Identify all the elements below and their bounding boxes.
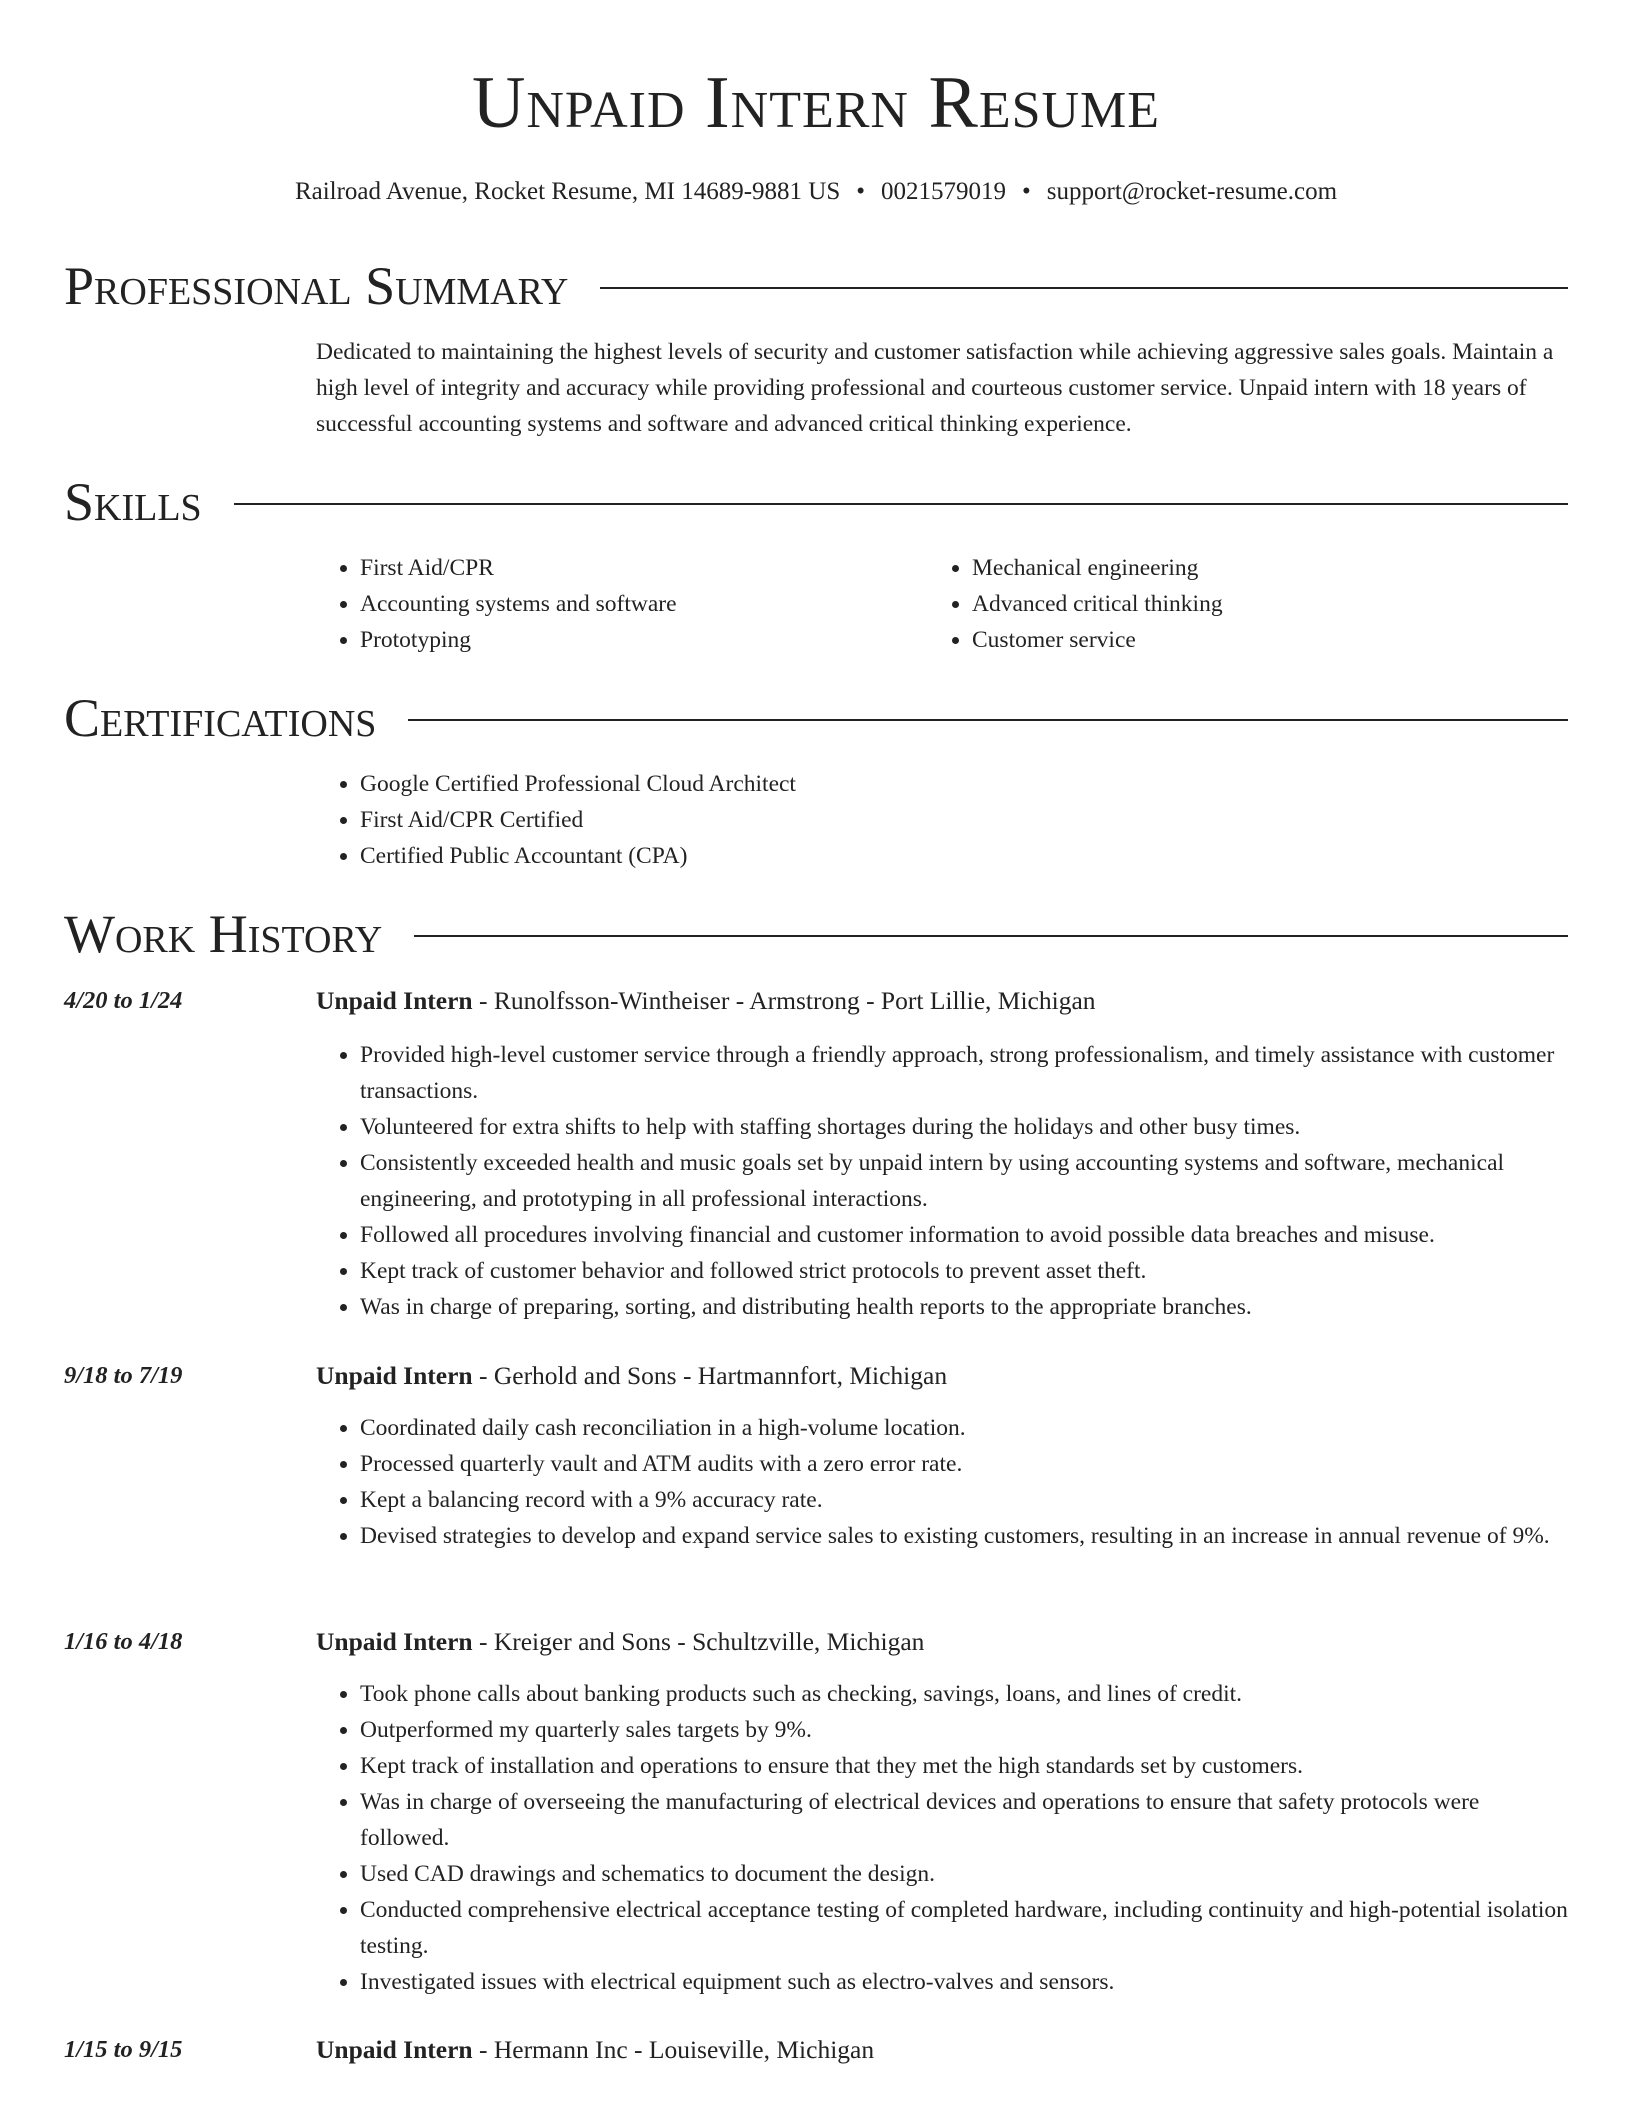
contact-line bbox=[0, 174, 1632, 210]
job-employer: - Runolfsson-Wintheiser - Armstrong - Port Lillie, Michigan bbox=[472, 986, 1096, 1015]
section-title-work-history: Work History bbox=[64, 904, 414, 964]
job-bullet: • Followed all procedures involving financial and customer information to avoid possible data breaches and misuse. bbox=[360, 1217, 1572, 1253]
skill-item: • Prototyping bbox=[360, 622, 876, 658]
skill-item: • First Aid/CPR bbox=[360, 550, 876, 586]
job-title: Unpaid Intern bbox=[316, 1627, 473, 1656]
section-title-certifications: Certifications bbox=[64, 688, 408, 748]
job-bullets bbox=[316, 1410, 1572, 1554]
job-bullet: • Kept track of installation and operations to ensure that they met the high standards set by customers. bbox=[360, 1748, 1572, 1784]
section-header-certifications bbox=[64, 688, 1568, 748]
job-bullet: • Volunteered for extra shifts to help with staffing shortages during the holidays and other busy times. bbox=[360, 1109, 1572, 1145]
job-dates: 9/18 to 7/19 bbox=[64, 1362, 183, 1389]
skill-item: • Advanced critical thinking bbox=[972, 586, 1488, 622]
job-employer: - Hermann Inc - Louiseville, Michigan bbox=[472, 2035, 875, 2064]
contact-separator: • bbox=[1022, 178, 1031, 205]
job-title: Unpaid Intern bbox=[316, 2035, 473, 2064]
contact-email: support@rocket-resume.com bbox=[1046, 178, 1338, 205]
job-bullet: • Provided high-level customer service through a friendly approach, strong professionalism, and timely assistance with customer transactions. bbox=[360, 1037, 1572, 1109]
job-bullet: • Used CAD drawings and schematics to document the design. bbox=[360, 1856, 1572, 1892]
job-bullet: • Coordinated daily cash reconciliation in a high-volume location. bbox=[360, 1410, 1572, 1446]
job-bullet: • Kept track of customer behavior and followed strict protocols to prevent asset theft. bbox=[360, 1253, 1572, 1289]
skill-item: • Mechanical engineering bbox=[972, 550, 1488, 586]
job-bullet: • Was in charge of preparing, sorting, and distributing health reports to the appropriate branches. bbox=[360, 1289, 1572, 1325]
job-dates: 1/16 to 4/18 bbox=[64, 1628, 183, 1655]
contact-phone: 0021579019 bbox=[881, 178, 1006, 205]
job-bullet: • Outperformed my quarterly sales targets by 9%. bbox=[360, 1712, 1572, 1748]
job-employer: - Kreiger and Sons - Schultzville, Michigan bbox=[472, 1627, 925, 1656]
resume-title: Unpaid Intern Resume bbox=[471, 62, 1161, 144]
section-title-summary: Professional Summary bbox=[64, 256, 600, 316]
job-title-line bbox=[316, 1624, 1572, 1660]
skill-item: • Accounting systems and software bbox=[360, 586, 876, 622]
job-employer: - Gerhold and Sons - Hartmannfort, Michigan bbox=[472, 1361, 948, 1390]
certification-item: • Google Certified Professional Cloud Architect bbox=[360, 766, 1572, 802]
section-rule bbox=[64, 503, 1568, 505]
contact-separator: • bbox=[856, 178, 865, 205]
job-bullet: • Was in charge of overseeing the manufacturing of electrical devices and operations to ensure that safety protocols were followed. bbox=[360, 1784, 1572, 1856]
section-header-summary bbox=[64, 256, 1568, 316]
job-title: Unpaid Intern bbox=[316, 986, 473, 1015]
job-bullets bbox=[316, 1037, 1572, 1325]
job-bullet: • Investigated issues with electrical equipment such as electro-valves and sensors. bbox=[360, 1964, 1572, 2000]
certifications-list bbox=[316, 766, 1572, 874]
job-bullet: • Took phone calls about banking products such as checking, savings, loans, and lines of credit. bbox=[360, 1676, 1572, 1712]
job-bullet: • Processed quarterly vault and ATM audits with a zero error rate. bbox=[360, 1446, 1572, 1482]
job-title-line bbox=[316, 2032, 1572, 2068]
job-title-line bbox=[316, 983, 1572, 1019]
section-header-skills bbox=[64, 472, 1568, 532]
job-dates: 4/20 to 1/24 bbox=[64, 987, 183, 1014]
skills-list-right bbox=[928, 550, 1488, 658]
contact-address: Railroad Avenue, Rocket Resume, MI 14689-9881 US bbox=[294, 178, 841, 205]
job-dates: 1/15 to 9/15 bbox=[64, 2036, 183, 2063]
skill-item: • Customer service bbox=[972, 622, 1488, 658]
job-bullets bbox=[316, 1676, 1572, 2000]
section-header-work-history bbox=[64, 904, 1568, 964]
job-bullet: • Devised strategies to develop and expand service sales to existing customers, resulting in an increase in annual revenue of 9%. bbox=[360, 1518, 1572, 1554]
job-bullet: • Conducted comprehensive electrical acceptance testing of completed hardware, including continuity and high-potential isolation testing. bbox=[360, 1892, 1572, 1964]
section-title-skills: Skills bbox=[64, 472, 234, 532]
job-title-line bbox=[316, 1358, 1572, 1394]
job-title: Unpaid Intern bbox=[316, 1361, 473, 1390]
job-bullet: • Consistently exceeded health and music goals set by unpaid intern by using accounting systems and software, mechanical engineering, and prototyping in all professional interactions. bbox=[360, 1145, 1572, 1217]
skills-list-left bbox=[316, 550, 876, 658]
certification-item: • First Aid/CPR Certified bbox=[360, 802, 1572, 838]
certification-item: • Certified Public Accountant (CPA) bbox=[360, 838, 1572, 874]
summary-text: Dedicated to maintaining the highest levels of security and customer satisfaction while achieving aggressive sales goals. Maintain a high level of integrity and accuracy while providing professional and courteous customer service. Unpaid intern with 18 years of successful accounting systems and software and advanced critical thinking experience. bbox=[316, 339, 1554, 437]
job-bullet: • Kept a balancing record with a 9% accuracy rate. bbox=[360, 1482, 1572, 1518]
